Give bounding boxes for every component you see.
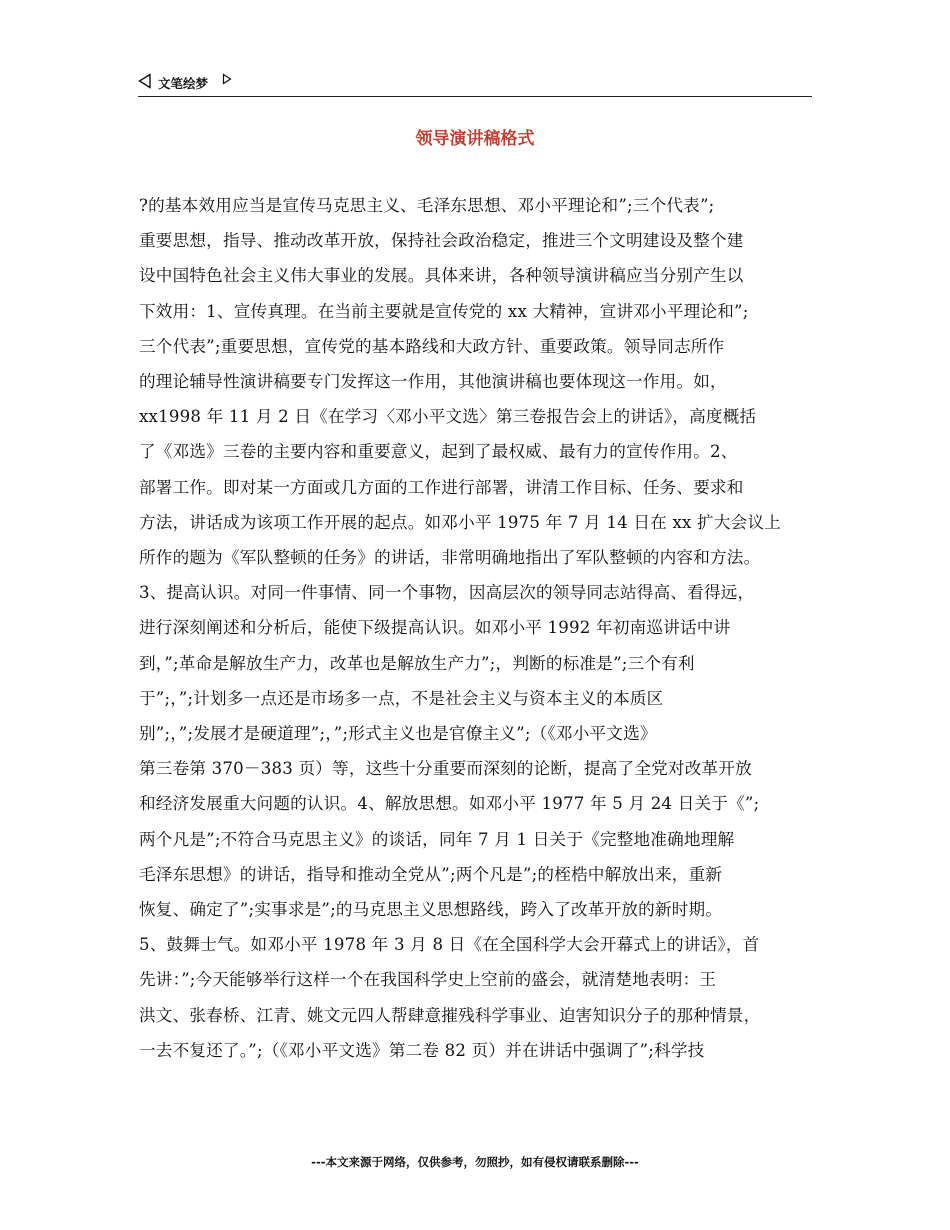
body-line: 设中国特色社会主义伟大事业的发展。具体来讲，各种领导演讲稿应当分别产生以 [139, 266, 744, 286]
footer-disclaimer: ---本文来源于网络，仅供参考，勿照抄，如有侵权请联系删除--- [311, 1155, 639, 1169]
body-line: 三个代表”;重要思想，宣传党的基本路线和大政方针、重要政策。领导同志所作 [139, 336, 725, 356]
body-line: 恢复、确定了”;实事求是”;的马克思主义思想路线，跨入了改革开放的新时期。 [139, 900, 723, 920]
body-line: xx1998 年 11 月 2 日《在学习〈邓小平文选〉第三卷报告会上的讲话》，高度概括 [139, 407, 757, 427]
body-line: 重要思想，指导、推动改革开放，保持社会政治稳定，推进三个文明建设及整个建 [139, 231, 744, 251]
body-line: 毛泽东思想》的讲话，指导和推动全党从”;两个凡是”;的桎梏中解放出来，重新 [139, 864, 723, 884]
brand-label: 文笔绘梦 [158, 76, 209, 91]
body-line: 洪文、张春桥、江青、姚文元四人帮肆意摧残科学事业、迫害知识分子的那种情景， [139, 1005, 761, 1025]
body-line: 部署工作。即对某一方面或几方面的工作进行部署，讲清工作目标、任务、要求和 [139, 477, 744, 497]
body-line: 方法，讲话成为该项工作开展的起点。如邓小平 1975 年 7 月 14 日在 xx 扩大会议上 [139, 512, 782, 532]
body-line: 于”;，”;计划多一点还是市场多一点，不是社会主义与资本主义的本质区 [139, 688, 664, 708]
document-title: 领导演讲稿格式 [415, 129, 535, 149]
body-line: 下效用：1、宣传真理。在当前主要就是宣传党的 xx 大精神，宣讲邓小平理论和”; [139, 301, 749, 321]
body-line: 别”;，”;发展才是硬道理”;，”;形式主义也是官僚主义”;（《邓小平文选》 [139, 724, 657, 744]
triangle-left-icon [138, 73, 152, 89]
body-line: 一去不复还了。”;（《邓小平文选》第二卷 82 页）并在讲话中强调了”;科学技 [139, 1040, 705, 1060]
body-line: 所作的题为《军队整顿的任务》的讲话，非常明确地指出了军队整顿的内容和方法。 [139, 548, 761, 568]
triangle-right-icon [222, 73, 232, 85]
body-line: 3、提高认识。对同一件事情、同一个事物，因高层次的领导同志站得高、看得远， [139, 583, 755, 603]
body-line: ?的基本效用应当是宣传马克思主义、毛泽东思想、邓小平理论和”;三个代表”; [139, 196, 715, 215]
body-line: 和经济发展重大问题的认识。4、解放思想。如邓小平 1977 年 5 月 24 日关于《”; [139, 794, 760, 814]
body-line: 5、鼓舞士气。如邓小平 1978 年 3 月 8 日《在全国科学大会开幕式上的讲话》，首 [139, 935, 760, 955]
body-line: 了《邓选》三卷的主要内容和重要意义，起到了最权威、最有力的宣传作用。2、 [139, 442, 738, 462]
document-body [139, 188, 817, 1068]
body-line: 到，”;革命是解放生产力，改革也是解放生产力”;，判断的标准是”;三个有利 [139, 653, 695, 673]
body-line: 的理论辅导性演讲稿要专门发挥这一作用，其他演讲稿也要体现这一作用。如， [139, 372, 727, 392]
body-line: 两个凡是”;不符合马克思主义》的谈话，同年 7 月 1 日关于《完整地准确地理解 [139, 829, 735, 849]
body-line: 先讲：”;今天能够举行这样一个在我国科学史上空前的盛会，就清楚地表明：王 [139, 970, 717, 990]
body-line: 第三卷第 370－383 页）等，这些十分重要而深刻的论断，提高了全党对改革开放 [139, 759, 752, 779]
body-line: 进行深刻阐述和分析后，能使下级提高认识。如邓小平 1992 年初南巡讲话中讲 [139, 618, 731, 638]
page-header [138, 70, 812, 97]
